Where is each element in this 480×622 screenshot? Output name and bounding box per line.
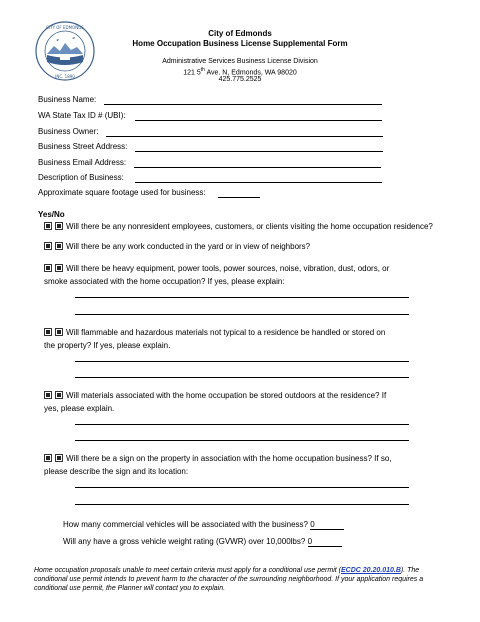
yes-checkbox[interactable] — [44, 242, 52, 250]
field-street-label: Business Street Address: — [38, 142, 128, 151]
svg-text:INC. 1890: INC. 1890 — [55, 74, 75, 79]
explain-line[interactable] — [75, 424, 409, 425]
field-owner-input[interactable] — [106, 136, 383, 137]
question-text: Will materials associated with the home occupation be stored outdoors at the residence? If — [66, 391, 387, 400]
field-email-input[interactable] — [134, 167, 381, 168]
question-text: Will there be a sign on the property in association with the home occupation business? If so, — [66, 454, 392, 463]
question-3-line2: smoke associated with the home occupation? If yes, please explain: — [44, 277, 285, 286]
explain-line[interactable] — [75, 377, 409, 378]
gvwr-input[interactable]: 0 — [308, 537, 342, 547]
question-text: Will there be any nonresident employees, customers, or clients visiting the home occupation residence? — [66, 222, 433, 231]
no-checkbox[interactable] — [55, 454, 63, 462]
field-business-name-label: Business Name: — [38, 95, 97, 104]
gvwr-question: Will any have a gross vehicle weight rating (GVWR) over 10,000lbs? 0 — [63, 537, 342, 547]
no-checkbox[interactable] — [55, 222, 63, 230]
explain-line[interactable] — [75, 440, 409, 441]
explain-line[interactable] — [75, 297, 409, 298]
question-4 — [44, 328, 385, 338]
explain-line[interactable] — [75, 487, 409, 488]
field-email-label: Business Email Address: — [38, 158, 127, 167]
phone: 425.775.2525 — [218, 76, 262, 83]
vehicles-question: How many commercial vehicles will be associated with the business? 0 — [63, 520, 344, 530]
address: 121 5th Ave. N, Edmonds, WA 98020 — [183, 67, 297, 77]
city-name: City of Edmonds — [208, 29, 272, 38]
yes-checkbox[interactable] — [44, 454, 52, 462]
yes-checkbox[interactable] — [44, 264, 52, 272]
yes-checkbox[interactable] — [44, 222, 52, 230]
footer-note: Home occupation proposals unable to meet certain criteria must apply for a conditional use permit (ECDC 20.20.010.B). The conditional use permit intends to prevent harm to the character of the surrounding neighborhood. If your application requires a conditional use permit, the Planner will contact you to explain. — [34, 567, 424, 592]
field-business-name-input[interactable] — [104, 104, 382, 105]
field-description-input[interactable] — [135, 182, 382, 183]
field-ubi-label: WA State Tax ID # (UBI): — [38, 111, 126, 120]
question-3 — [44, 264, 389, 274]
question-1 — [44, 222, 433, 232]
yes-checkbox[interactable] — [44, 391, 52, 399]
no-checkbox[interactable] — [55, 391, 63, 399]
form-title: Home Occupation Business License Supplemental Form — [132, 39, 348, 48]
division: Administrative Services Business License Division — [162, 58, 318, 65]
question-text: Will flammable and hazardous materials not typical to a residence be handled or stored on — [66, 328, 386, 337]
question-5 — [44, 391, 386, 401]
question-5-line2: yes, please explain. — [44, 404, 115, 413]
no-checkbox[interactable] — [55, 328, 63, 336]
field-street-input[interactable] — [135, 151, 383, 152]
explain-line[interactable] — [75, 361, 409, 362]
question-4-line2: the property? If yes, please explain. — [44, 341, 171, 350]
yes-checkbox[interactable] — [44, 328, 52, 336]
yes-no-heading: Yes/No — [38, 210, 65, 219]
svg-text:CITY OF EDMONDS: CITY OF EDMONDS — [46, 25, 84, 30]
question-6-line2: please describe the sign and its location: — [44, 467, 189, 476]
square-footage-label: Approximate square footage used for business: — [38, 188, 206, 197]
ecdc-link[interactable]: ECDC 20.20.010.B — [341, 567, 401, 574]
explain-line[interactable] — [75, 504, 409, 505]
question-text: Will there be heavy equipment, power tools, power sources, noise, vibration, dust, odors, or — [66, 264, 390, 273]
no-checkbox[interactable] — [55, 264, 63, 272]
vehicles-count-input[interactable]: 0 — [310, 520, 344, 530]
question-text: Will there be any work conducted in the yard or in view of neighbors? — [66, 242, 311, 251]
question-6 — [44, 454, 392, 464]
no-checkbox[interactable] — [55, 242, 63, 250]
square-footage-input[interactable] — [218, 197, 260, 198]
field-description-label: Description of Business: — [38, 173, 124, 182]
explain-line[interactable] — [75, 314, 409, 315]
question-2 — [44, 242, 310, 252]
field-owner-label: Business Owner: — [38, 127, 99, 136]
field-ubi-input[interactable] — [135, 120, 382, 121]
